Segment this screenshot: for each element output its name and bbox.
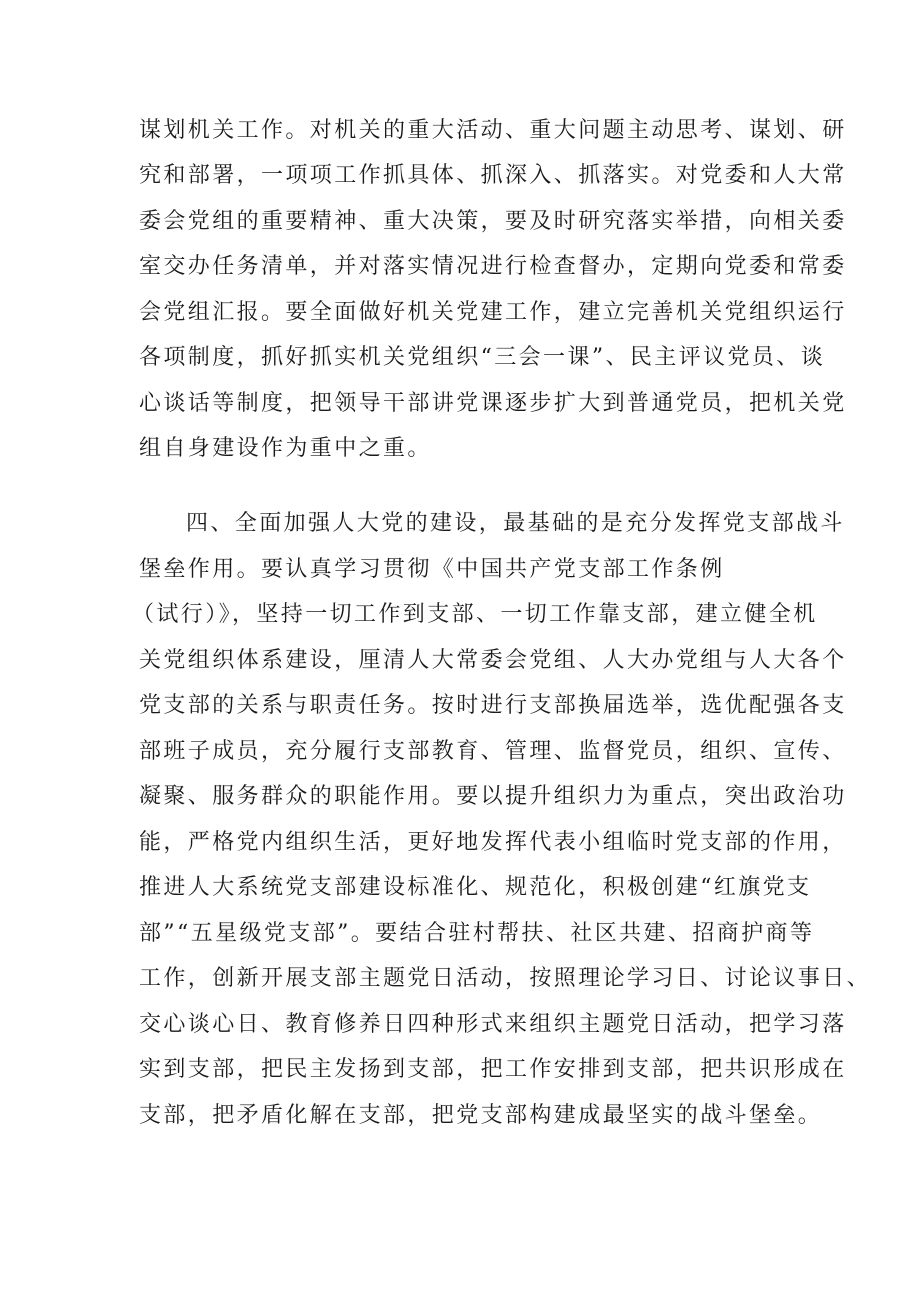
text-line: 能，严格党内组织生活，更好地发挥代表小组临时党支部的作用， xyxy=(139,830,847,855)
text-line: 凝聚、服务群众的职能作用。要以提升组织力为重点，突出政治功 xyxy=(139,784,847,809)
text-line: 关党组织体系建设，厘清人大常委会党组、人大办党组与人大各个 xyxy=(139,648,847,673)
text-line: 究和部署，一项项工作抓具体、抓深入、抓落实。对党委和人大常 xyxy=(139,163,847,188)
text-line: 部班子成员，充分履行支部教育、管理、监督党员，组织、宣传、 xyxy=(139,739,847,764)
text-line: 支部，把矛盾化解在支部，把党支部构建成最坚实的战斗堡垒。 xyxy=(139,1103,823,1128)
text-line: 党支部的关系与职责任务。按时进行支部换届选举，选优配强各支 xyxy=(139,693,847,718)
text-line: 会党组汇报。要全面做好机关党建工作，建立完善机关党组织运行 xyxy=(139,300,847,325)
text-line: 部”“五星级党支部”。要结合驻村帮扶、社区共建、招商护商等 xyxy=(139,921,815,946)
text-line: 推进人大系统党支部建设标准化、规范化，积极创建“红旗党支 xyxy=(139,875,812,900)
text-line: 委会党组的重要精神、重大决策，要及时研究落实举措，向相关委 xyxy=(139,209,847,234)
text-line: 工作，创新开展支部主题党日活动，按照理论学习日、讨论议事日、 xyxy=(139,966,872,991)
text-line: 组自身建设作为重中之重。 xyxy=(139,436,432,461)
text-line: 谋划机关工作。对机关的重大活动、重大问题主动思考、谋划、研 xyxy=(139,118,847,143)
text-line: （试行）》，坚持一切工作到支部、一切工作靠支部，建立健全机 xyxy=(132,602,818,627)
text-line: 交心谈心日、教育修养日四种形式来组织主题党日活动，把学习落 xyxy=(139,1012,847,1037)
text-line: 实到支部，把民主发扬到支部，把工作安排到支部，把共识形成在 xyxy=(139,1057,847,1082)
text-line: 心谈话等制度，把领导干部讲党课逐步扩大到普通党员，把机关党 xyxy=(139,391,847,416)
text-line: 室交办任务清单，并对落实情况进行检查督办，定期向党委和常委 xyxy=(139,254,847,279)
text-line: 各项制度，抓好抓实机关党组织“三会一课”、民主评议党员、谈 xyxy=(139,345,826,370)
paragraph-first-line: 四、全面加强人大党的建设，最基础的是充分发挥党支部战斗 xyxy=(186,511,845,536)
text-line: 堡垒作用。要认真学习贯彻《中国共产党支部工作条例 xyxy=(139,557,725,582)
